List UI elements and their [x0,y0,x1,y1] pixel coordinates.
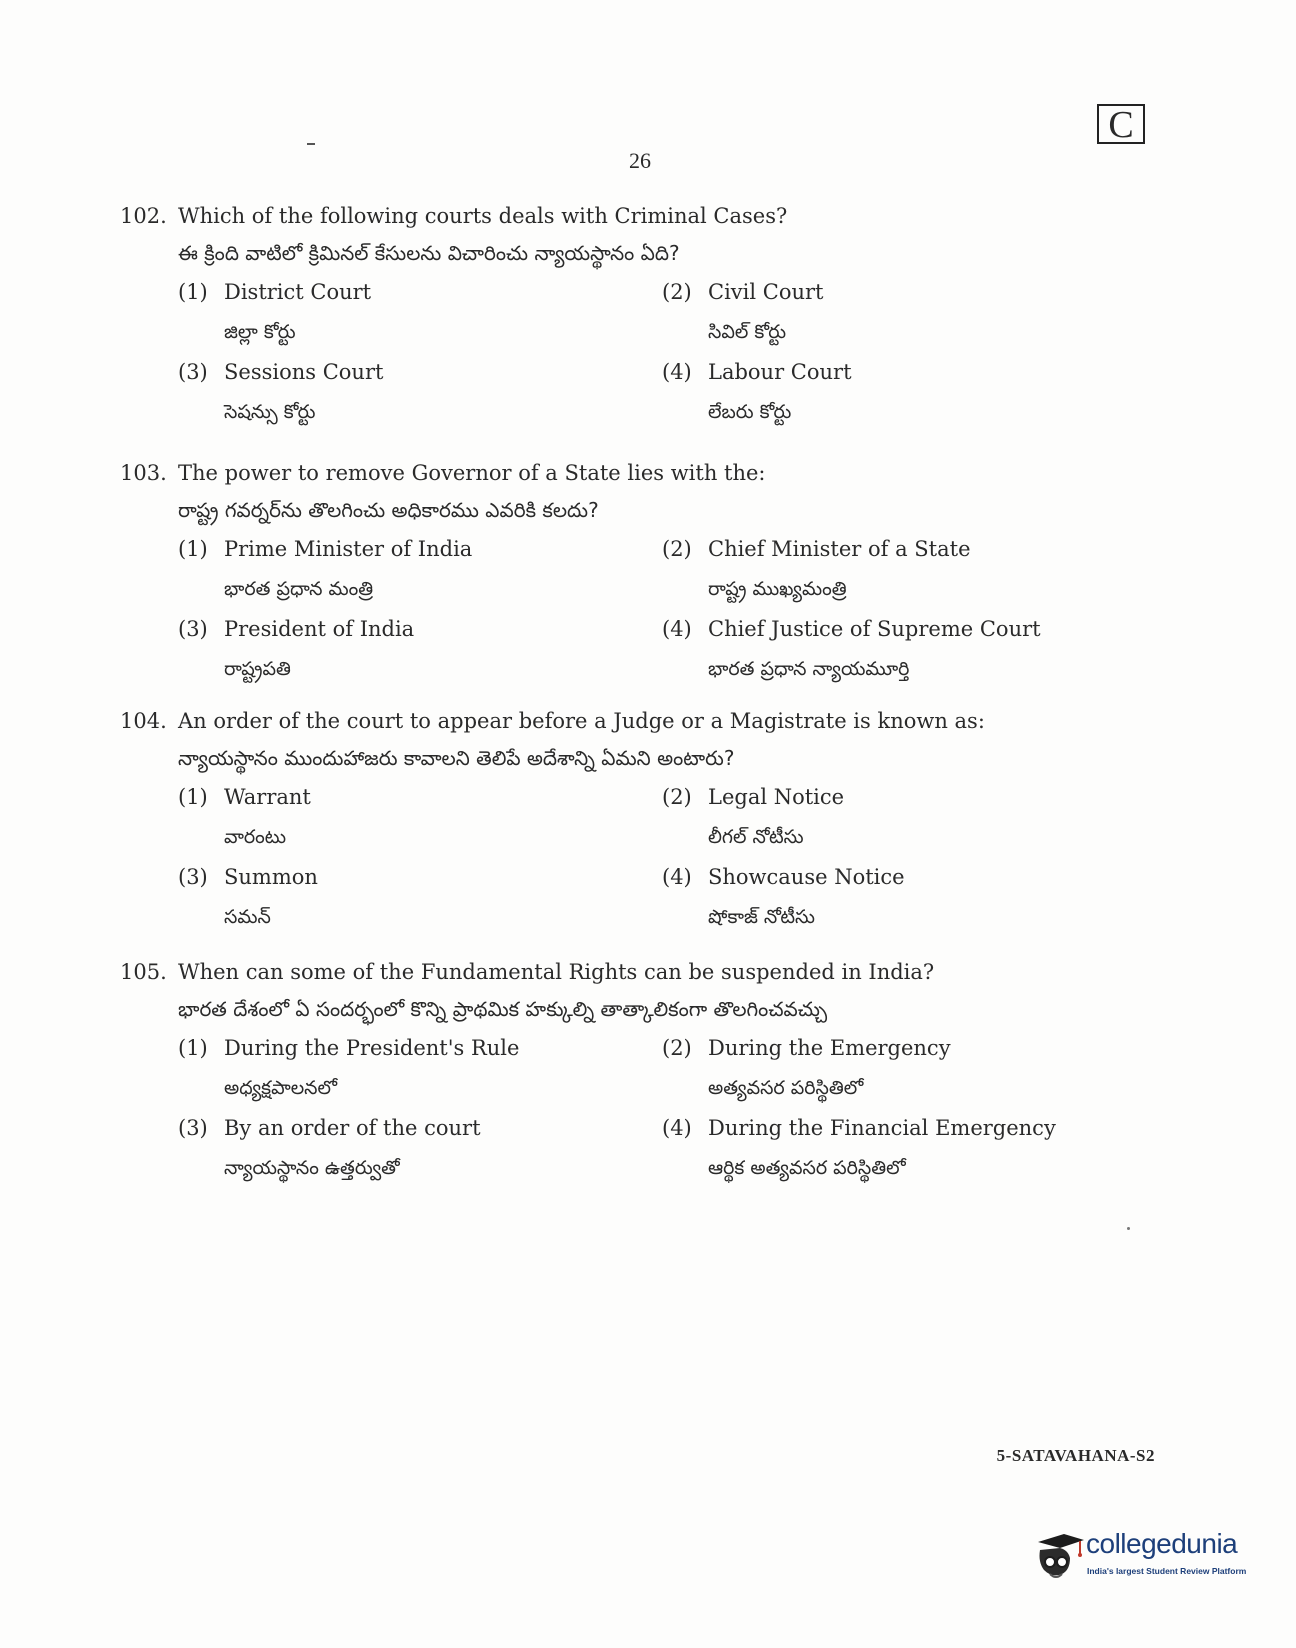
question-number: 105. [120,960,167,984]
option-1 [178,273,662,353]
option-text-te: రాష్ట్ర ముఖ్యమంత్రి [708,578,847,600]
option-text-te: భారత ప్రధాన న్యాయమూర్తి [708,658,910,680]
question-text-te: ఈ క్రింది వాటిలో క్రిమినల్ కేసులను విచారించు న్యాయస్థానం ఏది? [178,241,680,265]
option-text-en: By an order of the court [224,1116,481,1140]
options-grid [178,530,1080,690]
option-text-te: సివిల్ కోర్టు [708,321,787,343]
option-text-en: President of India [224,617,415,641]
student-mascot-icon [1030,1528,1090,1588]
option-text-en: Showcause Notice [708,865,905,889]
option-3 [178,1109,662,1189]
option-4 [662,610,1082,690]
option-text-te: సమన్ [224,906,271,928]
option-3 [178,858,662,938]
brand-tagline: India's largest Student Review Platform [1087,1566,1247,1576]
option-number: (4) [662,1116,692,1140]
option-number: (1) [178,785,208,809]
option-number: (3) [178,865,208,889]
options-grid [178,778,1080,938]
brand-name: collegedunia [1086,1528,1238,1559]
question-number: 103. [120,461,167,485]
option-4 [662,353,1082,433]
option-number: (1) [178,1036,208,1060]
booklet-code: 5-SATAVAHANA-S2 [996,1446,1155,1465]
option-text-en: Summon [224,865,318,889]
option-number: (3) [178,617,208,641]
option-number: (4) [662,617,692,641]
option-4 [662,1109,1082,1189]
option-text-te: లీగల్ నోటీసు [708,826,804,848]
question-103 [120,456,1080,690]
question-text-te: రాష్ట్ర గవర్నర్‌ను తొలగించు అధికారము ఎవరికి కలదు? [178,498,599,522]
question-104 [120,704,1080,938]
option-text-en: Legal Notice [708,785,845,809]
option-text-en: During the Financial Emergency [708,1116,1056,1140]
option-text-en: Chief Minister of a State [708,537,971,561]
option-number: (2) [662,785,692,809]
option-text-te: షోకాజ్ నోటీసు [708,906,815,928]
set-code-box: C [1097,104,1145,144]
question-text-en: Which of the following courts deals with Criminal Cases? [178,204,788,228]
option-text-en: Prime Minister of India [224,537,473,561]
options-grid [178,1029,1080,1189]
option-text-te: జిల్లా కోర్టు [224,321,296,343]
option-text-en: Chief Justice of Supreme Court [708,617,1041,641]
collegedunia-brand[interactable] [1030,1524,1250,1594]
question-text-en: An order of the court to appear before a Judge or a Magistrate is known as: [178,709,985,733]
option-text-te: అత్యవసర పరిస్థితిలో [708,1077,864,1099]
option-text-te: భారత ప్రధాన మంత్రి [224,578,374,600]
option-number: (1) [178,537,208,561]
question-text-en: When can some of the Fundamental Rights can be suspended in India? [178,960,935,984]
question-text-te: భారత దేశంలో ఏ సందర్భంలో కొన్ని ప్రాథమిక హక్కుల్ని తాత్కాలికంగా తొలగించవచ్చు [178,997,828,1021]
question-text-te: న్యాయస్థానం ముందుహాజరు కావాలని తెలిపే అదేశాన్ని ఏమని అంటారు? [178,746,735,770]
option-text-te: వారంటు [224,826,287,848]
option-number: (2) [662,1036,692,1060]
stray-mark [307,143,315,145]
stray-dot [1127,1227,1130,1230]
option-number: (4) [662,360,692,384]
option-number: (4) [662,865,692,889]
option-3 [178,353,662,433]
option-text-en: During the Emergency [708,1036,951,1060]
option-1 [178,1029,662,1109]
question-text-en: The power to remove Governor of a State lies with the: [178,461,766,485]
option-text-te: లేబరు కోర్టు [708,401,792,423]
option-2 [662,530,1082,610]
option-text-te: సెషన్సు కోర్టు [224,401,316,423]
option-text-te: న్యాయస్థానం ఉత్తర్వుతో [224,1157,400,1179]
option-text-en: Labour Court [708,360,852,384]
question-102 [120,199,1080,433]
option-text-en: During the President's Rule [224,1036,520,1060]
option-text-en: Civil Court [708,280,824,304]
option-3 [178,610,662,690]
option-text-te: ఆర్థిక అత్యవసర పరిస్థితిలో [708,1157,906,1179]
question-number: 102. [120,204,167,228]
option-4 [662,858,1082,938]
option-number: (3) [178,1116,208,1140]
option-number: (3) [178,360,208,384]
option-text-te: అధ్యక్షపాలనలో [224,1077,338,1099]
page-number: 26 [629,148,651,173]
option-2 [662,1029,1082,1109]
option-text-en: District Court [224,280,372,304]
option-text-te: రాష్ట్రపతి [224,658,291,680]
option-text-en: Warrant [224,785,311,809]
options-grid [178,273,1080,433]
option-2 [662,273,1082,353]
question-105 [120,955,1080,1189]
option-1 [178,530,662,610]
option-1 [178,778,662,858]
option-number: (1) [178,280,208,304]
option-number: (2) [662,280,692,304]
option-2 [662,778,1082,858]
question-number: 104. [120,709,167,733]
option-text-en: Sessions Court [224,360,384,384]
option-number: (2) [662,537,692,561]
